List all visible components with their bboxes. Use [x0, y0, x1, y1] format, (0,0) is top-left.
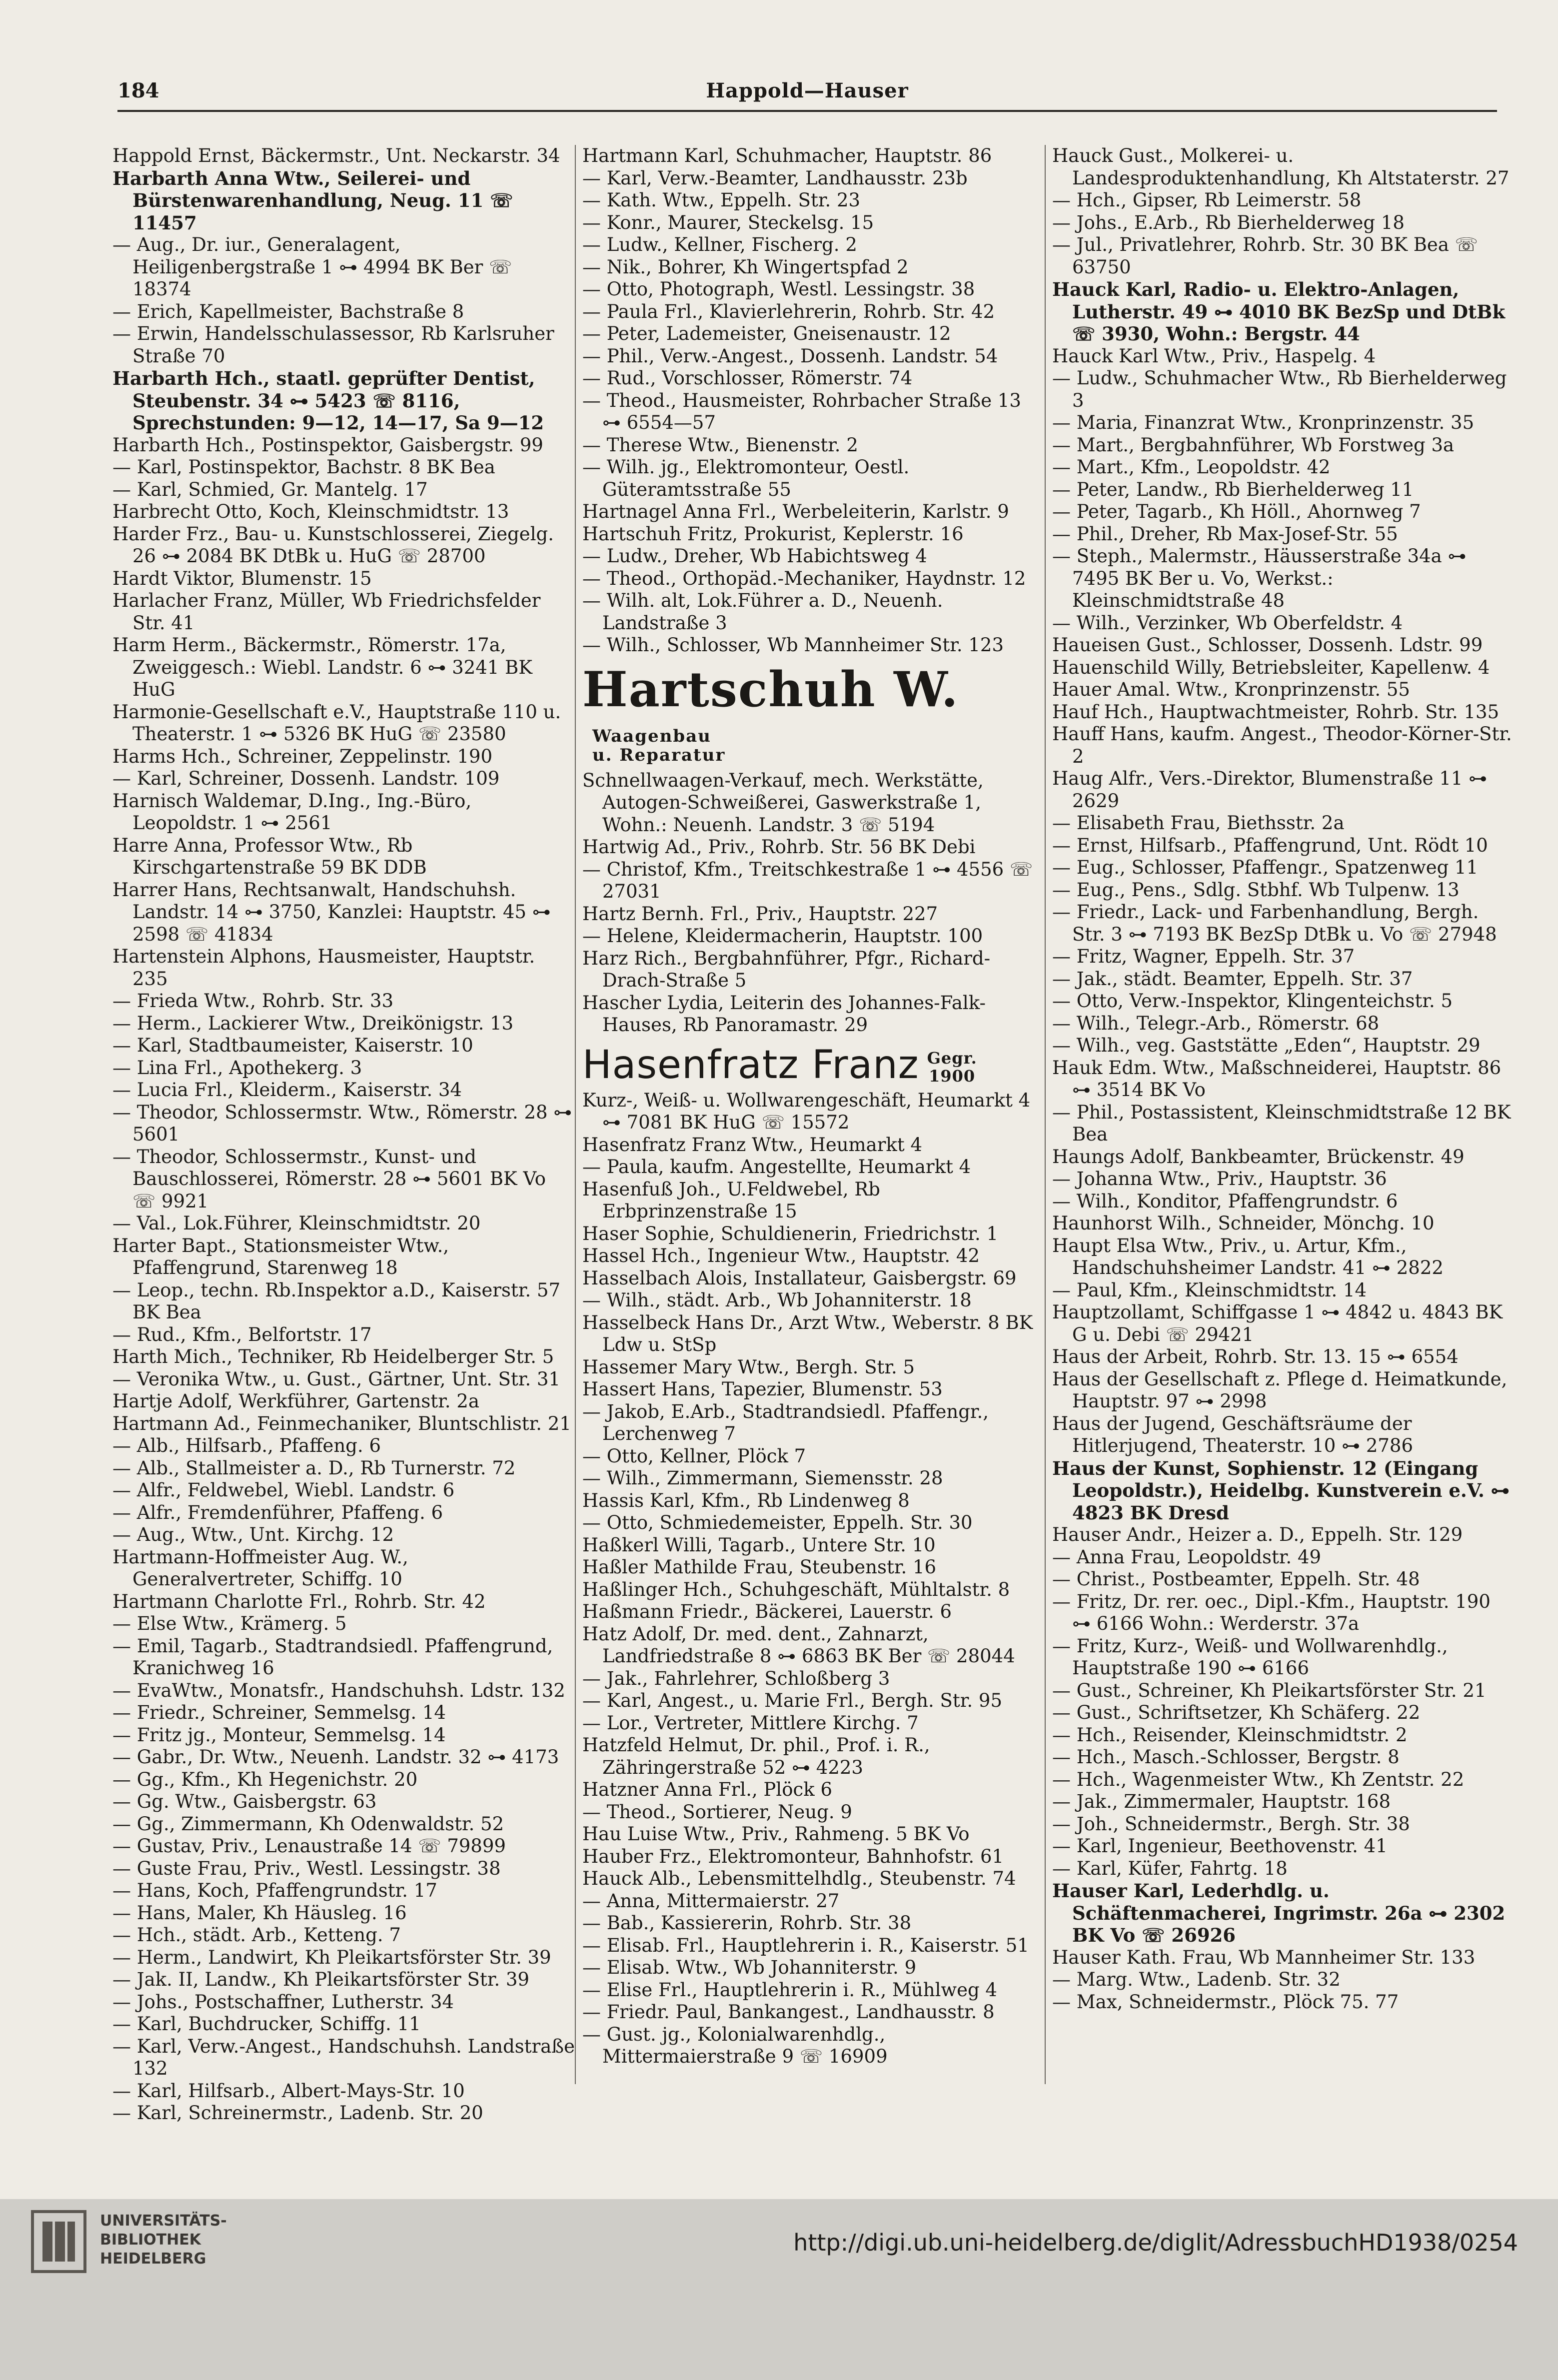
directory-entry: — Emil, Tagarb., Stadtrandsiedl. Pfaffengrund, Kranichweg 16 — [112, 1635, 553, 1679]
directory-entry: — Wilh. alt, Lok.Führer a. D., Neuenh. Landstraße 3 — [582, 590, 943, 634]
directory-entry: Hartnagel Anna Frl., Werbeleiterin, Karlstr. 9 — [582, 501, 1009, 522]
directory-entry: — Leop., techn. Rb.Inspektor a.D., Kaiserstr. 57 BK Bea — [112, 1279, 561, 1323]
directory-entry: — Otto, Schmiedemeister, Eppelh. Str. 30 — [582, 1512, 973, 1533]
directory-entry: — Hans, Maler, Kh Häusleg. 16 — [112, 1902, 407, 1924]
directory-entry: — Christ., Postbeamter, Eppelh. Str. 48 — [1052, 1568, 1420, 1590]
directory-entry: Hauf Hch., Hauptwachtmeister, Rohrb. Str. 135 — [1052, 701, 1500, 723]
directory-entry: — EvaWtw., Monatsfr., Handschuhsh. Ldstr. 132 — [112, 1679, 565, 1701]
source-url-link[interactable]: http://digi.ub.uni-heidelberg.de/diglit/AdressbuchHD1938/0254 — [793, 2229, 1518, 2256]
directory-entry: Hardt Viktor, Blumenstr. 15 — [112, 567, 372, 589]
directory-entry: — Hans, Koch, Pfaffengrundstr. 17 — [112, 1880, 437, 1901]
directory-entry: — Ludw., Schuhmacher Wtw., Rb Bierhelderweg 3 — [1052, 367, 1507, 411]
directory-entry: — Johs., Postschaffner, Lutherstr. 34 — [112, 1991, 454, 2013]
directory-entry: Hauck Alb., Lebensmittelhdlg., Steubenstr. 74 — [582, 1868, 1016, 1889]
directory-entry: — Bab., Kassiererin, Rohrb. Str. 38 — [582, 1912, 912, 1934]
directory-entry: — Karl, Schreiner, Dossenh. Landstr. 109 — [112, 768, 500, 789]
directory-entry: Haus der Gesellschaft z. Pflege d. Heimatkunde, Hauptstr. 97 ⊶ 2998 — [1052, 1368, 1508, 1412]
directory-entry: — Jak. II, Landw., Kh Pleikartsförster Str. 39 — [112, 1969, 530, 1990]
directory-entry: Hasenfratz Franz Wtw., Heumarkt 4 — [582, 1134, 922, 1156]
directory-entry: Harrer Hans, Rechtsanwalt, Handschuhsh. Landstr. 14 ⊶ 3750, Kanzlei: Hauptstr. 45 ⊶ 2598 ☏ 41834 — [112, 879, 551, 945]
directory-entry: — Hch., Masch.-Schlosser, Bergstr. 8 — [1052, 1746, 1400, 1768]
directory-entry: — Gabr., Dr. Wtw., Neuenh. Landstr. 32 ⊶ 4173 — [112, 1746, 559, 1768]
page-number: 184 — [117, 79, 159, 102]
directory-entry: — Otto, Kellner, Plöck 7 — [582, 1445, 806, 1467]
directory-entry: — Theodor, Schlossermstr. Wtw., Römerstr. 28 ⊶ 5601 — [112, 1101, 572, 1145]
directory-entry: — Otto, Verw.-Inspektor, Klingenteichstr. 5 — [1052, 990, 1453, 1012]
directory-entry: — Karl, Ingenieur, Beethovenstr. 41 — [1052, 1835, 1388, 1857]
directory-entry: Harlacher Franz, Müller, Wb Friedrichsfelder Str. 41 — [112, 590, 541, 634]
directory-entry: — Wilh., städt. Arb., Wb Johanniterstr. 18 — [582, 1289, 972, 1311]
directory-entry: — Gust., Schreiner, Kh Pleikartsförster Str. 21 — [1052, 1679, 1487, 1701]
directory-entry: — Mart., Kfm., Leopoldstr. 42 — [1052, 456, 1331, 478]
directory-entry: — Hch., Wagenmeister Wtw., Kh Zentstr. 22 — [1052, 1768, 1465, 1790]
directory-entry: — Karl, Postinspektor, Bachstr. 8 BK Bea — [112, 456, 495, 478]
footer-bar — [0, 2199, 1558, 2380]
directory-entry: — Alfr., Fremdenführer, Pfaffeng. 6 — [112, 1501, 443, 1523]
directory-entry: — Ernst, Hilfsarb., Pfaffengrund, Unt. Rödt 10 — [1052, 834, 1488, 856]
column-2 — [582, 145, 1045, 2068]
directory-entry: — Rud., Kfm., Belfortstr. 17 — [112, 1323, 372, 1345]
directory-entry: — Mart., Bergbahnführer, Wb Forstweg 3a — [1052, 434, 1455, 456]
directory-entry: — Phil., Postassistent, Kleinschmidtstraße 12 BK Bea — [1052, 1101, 1511, 1145]
directory-entry: — Maria, Finanzrat Wtw., Kronprinzenstr. 35 — [1052, 412, 1475, 433]
directory-entry: Harm Herm., Bäckermstr., Römerstr. 17a, Zweiggesch.: Wiebl. Landstr. 6 ⊶ 3241 BK HuG — [112, 634, 533, 700]
directory-entry: Hau Luise Wtw., Priv., Rahmeng. 5 BK Vo — [582, 1823, 970, 1845]
directory-entry: Harbarth Hch., staatl. geprüfter Dentist, Steubenstr. 34 ⊶ 5423 ☏ 8116, Sprechstunden: 9—12, 14—17, Sa 9—12 — [112, 367, 544, 434]
directory-entry: Haug Alfr., Vers.-Direktor, Blumenstraße 11 ⊶ 2629 — [1052, 768, 1488, 812]
directory-entry: — Therese Wtw., Bienenstr. 2 — [582, 434, 858, 456]
directory-entry: — Anna Frau, Leopoldstr. 49 — [1052, 1546, 1322, 1568]
directory-entry: — Phil., Dreher, Rb Max-Josef-Str. 55 — [1052, 523, 1398, 545]
ad-tagline: u. Reparatur — [592, 745, 726, 765]
directory-entry: — Johanna Wtw., Priv., Hauptstr. 36 — [1052, 1168, 1387, 1190]
directory-entry: — Fritz, Wagner, Eppelh. Str. 37 — [1052, 946, 1355, 967]
directory-entry: — Erwin, Handelsschulassessor, Rb Karlsruher Straße 70 — [112, 323, 554, 367]
directory-entry: — Elisab. Wtw., Wb Johanniterstr. 9 — [582, 1957, 917, 1978]
directory-entry: Hauber Frz., Elektromonteur, Bahnhofstr. 61 — [582, 1845, 1004, 1867]
directory-entry: — Aug., Dr. iur., Generalagent, Heiligenbergstraße 1 ⊶ 4994 BK Ber ☏ 18374 — [112, 234, 512, 300]
directory-entry: — Peter, Lademeister, Gneisenaustr. 12 — [582, 323, 951, 344]
directory-entry: — Herm., Lackierer Wtw., Dreikönigstr. 13 — [112, 1012, 514, 1034]
directory-entry: Hatzner Anna Frl., Plöck 6 — [582, 1779, 832, 1800]
directory-entry: — Karl, Verw.-Angest., Handschuhsh. Landstraße 132 — [112, 2035, 575, 2079]
directory-entry: — Wilh. jg., Elektromonteur, Oestl. Güteramtsstraße 55 — [582, 456, 910, 500]
ad-founded-label: Gegr. — [927, 1049, 977, 1068]
directory-entry: — Peter, Tagarb., Kh Höll., Ahornweg 7 — [1052, 501, 1421, 522]
directory-entry: — Lor., Vertreter, Mittlere Kirchg. 7 — [582, 1712, 919, 1734]
directory-entry: — Paul, Kfm., Kleinschmidtstr. 14 — [1052, 1279, 1367, 1301]
ad-body-text: Kurz-, Weiß- u. Wollwarengeschäft, Heumarkt 4 ⊶ 7081 BK HuG ☏ 15572 — [582, 1089, 1031, 1133]
directory-entry: — Gg., Kfm., Kh Hegenichstr. 20 — [112, 1768, 418, 1790]
directory-entry: — Marg. Wtw., Ladenb. Str. 32 — [1052, 1969, 1341, 1990]
directory-entry: Hartwig Ad., Priv., Rohrb. Str. 56 BK Debi — [582, 836, 976, 858]
advertisement-hasenfratz — [582, 1043, 1045, 1134]
directory-entry: — Peter, Landw., Rb Bierhelderweg 11 — [1052, 478, 1414, 500]
directory-entry: Hassert Hans, Tapezier, Blumenstr. 53 — [582, 1378, 943, 1400]
directory-entry: — Theodor, Schlossermstr., Kunst- und Bauschlosserei, Römerstr. 28 ⊶ 5601 BK Vo ☏ 9921 — [112, 1146, 546, 1212]
directory-entry: — Wilh., Zimmermann, Siemensstr. 28 — [582, 1467, 943, 1489]
ad-body-text: Schnellwaagen-Verkauf, mech. Werkstätte, Autogen-Schweißerei, Gaswerkstraße 1, Wohn.: Neuenh. Landstr. 3 ☏ 5194 — [582, 769, 984, 836]
directory-entry: — Jakob, E.Arb., Stadtrandsiedl. Pfaffengr., Lerchenweg 7 — [582, 1400, 989, 1444]
directory-entry: — Nik., Bohrer, Kh Wingertspfad 2 — [582, 256, 909, 278]
directory-entry: Hassis Karl, Kfm., Rb Lindenweg 8 — [582, 1489, 910, 1511]
ad-founded-year: 1900 — [929, 1067, 976, 1086]
directory-entry: — Gg. Wtw., Gaisbergstr. 63 — [112, 1791, 377, 1812]
directory-entry: Harth Mich., Techniker, Rb Heidelberger Str. 5 — [112, 1346, 554, 1367]
directory-entry: Haupt Elsa Wtw., Priv., u. Artur, Kfm., Handschuhsheimer Landstr. 41 ⊶ 2822 — [1052, 1234, 1444, 1278]
directory-entry: — Fritz, Dr. rer. oec., Dipl.-Kfm., Hauptstr. 190 ⊶ 6166 Wohn.: Werderstr. 37a — [1052, 1590, 1491, 1634]
directory-entry: — Hch., Gipser, Rb Leimerstr. 58 — [1052, 189, 1362, 211]
directory-entry: Hassemer Mary Wtw., Bergh. Str. 5 — [582, 1356, 915, 1378]
directory-entry: — Wilh., veg. Gaststätte „Eden“, Hauptstr. 29 — [1052, 1035, 1481, 1056]
directory-entry: — Helene, Kleidermacherin, Hauptstr. 100 — [582, 925, 983, 947]
directory-entry: Hauptzollamt, Schiffgasse 1 ⊶ 4842 u. 4843 BK G u. Debi ☏ 29421 — [1052, 1301, 1503, 1345]
directory-entry: Harder Frz., Bau- u. Kunstschlosserei, Ziegelg. 26 ⊶ 2084 BK DtBk u. HuG ☏ 28700 — [112, 523, 554, 567]
directory-entry: — Karl, Hilfsarb., Albert-Mays-Str. 10 — [112, 2080, 465, 2102]
directory-entry: — Kath. Wtw., Eppelh. Str. 23 — [582, 189, 861, 211]
directory-entry: Hauck Karl Wtw., Priv., Haspelg. 4 — [1052, 345, 1376, 367]
directory-entry: — Wilh., Telegr.-Arb., Römerstr. 68 — [1052, 1012, 1380, 1034]
directory-entry: — Karl, Schreinermstr., Ladenb. Str. 20 — [112, 2102, 483, 2124]
directory-entry: — Karl, Verw.-Beamter, Landhausstr. 23b — [582, 167, 968, 189]
directory-entry: Hauser Andr., Heizer a. D., Eppelh. Str. 129 — [1052, 1524, 1463, 1545]
directory-entry: Hauenschild Willy, Betriebsleiter, Kapellenw. 4 — [1052, 656, 1490, 678]
directory-entry: — Steph., Malermstr., Häusserstraße 34a ⊶ 7495 BK Ber u. Vo, Werkst.: Kleinschmidtstraße 48 — [1052, 545, 1467, 611]
directory-entry: Haunhorst Wilh., Schneider, Mönchg. 10 — [1052, 1212, 1435, 1234]
directory-entry: Hartmann Charlotte Frl., Rohrb. Str. 42 — [112, 1590, 486, 1612]
directory-entry: — Hch., Reisender, Kleinschmidtstr. 2 — [1052, 1724, 1408, 1746]
directory-entry: — Karl, Küfer, Fahrtg. 18 — [1052, 1857, 1288, 1879]
directory-entry: — Elise Frl., Hauptlehrerin i. R., Mühlweg 4 — [582, 1979, 997, 2001]
directory-entry: — Gg., Zimmermann, Kh Odenwaldstr. 52 — [112, 1813, 504, 1835]
directory-entry: — Lucia Frl., Kleiderm., Kaiserstr. 34 — [112, 1079, 462, 1101]
directory-entry: Haueisen Gust., Schlosser, Dossenh. Ldstr. 99 — [1052, 634, 1483, 656]
ad-company-name: Hartschuh W. — [582, 661, 959, 718]
column-divider — [575, 145, 576, 2084]
directory-entry: Haus der Arbeit, Rohrb. Str. 13. 15 ⊶ 6554 — [1052, 1346, 1459, 1367]
directory-entry: Haßlinger Hch., Schuhgeschäft, Mühltalstr. 8 — [582, 1578, 1010, 1600]
directory-entry: Harms Hch., Schreiner, Zeppelinstr. 190 — [112, 745, 493, 767]
directory-entry: — Fritz jg., Monteur, Semmelsg. 14 — [112, 1724, 446, 1746]
directory-entry: Hartenstein Alphons, Hausmeister, Hauptstr. 235 — [112, 946, 535, 990]
directory-entry: — Eug., Pens., Sdlg. Stbhf. Wb Tulpenw. 13 — [1052, 879, 1460, 901]
directory-entry: — Val., Lok.Führer, Kleinschmidtstr. 20 — [112, 1212, 481, 1234]
directory-entry: — Jak., Zimmermaler, Hauptstr. 168 — [1052, 1791, 1391, 1812]
directory-entry: — Joh., Schneidermstr., Bergh. Str. 38 — [1052, 1813, 1410, 1835]
directory-entry: — Ludw., Kellner, Fischerg. 2 — [582, 234, 857, 255]
directory-entry: — Theod., Hausmeister, Rohrbacher Straße 13 ⊶ 6554—57 — [582, 389, 1021, 433]
directory-entry: Hauser Karl, Lederhdlg. u. Schäftenmacherei, Ingrimstr. 26a ⊶ 2302 BK Vo ☏ 26926 — [1052, 1880, 1506, 1946]
directory-entry: — Christof, Kfm., Treitschkestraße 1 ⊶ 4556 ☏ 27031 — [582, 858, 1033, 902]
running-head: Happold—Hauser — [706, 79, 909, 102]
directory-entry: — Otto, Photograph, Westl. Lessingstr. 38 — [582, 278, 975, 300]
directory-entry: Haßmann Friedr., Bäckerei, Lauerstr. 6 — [582, 1601, 952, 1622]
directory-entry: Harbrecht Otto, Koch, Kleinschmidtstr. 13 — [112, 501, 509, 522]
directory-entry: Hartschuh Fritz, Prokurist, Keplerstr. 16 — [582, 523, 964, 545]
directory-entry: Hauff Hans, kaufm. Angest., Theodor-Körner-Str. 2 — [1052, 723, 1512, 767]
directory-entry: Hatzfeld Helmut, Dr. phil., Prof. i. R., Zähringerstraße 52 ⊶ 4223 — [582, 1734, 930, 1778]
page-header — [117, 75, 1497, 112]
column-3 — [1052, 145, 1515, 2013]
column-divider — [1045, 145, 1046, 2084]
directory-entry: Hasselbeck Hans Dr., Arzt Wtw., Weberstr. 8 BK Ldw u. StSp — [582, 1311, 1033, 1355]
directory-entry: — Max, Schneidermstr., Plöck 75. 77 — [1052, 1991, 1399, 2013]
directory-entry: — Wilh., Konditor, Pfaffengrundstr. 6 — [1052, 1190, 1398, 1212]
directory-entry: Hatz Adolf, Dr. med. dent., Zahnarzt, Landfriedstraße 8 ⊶ 6863 BK Ber ☏ 28044 — [582, 1623, 1015, 1667]
directory-entry: — Konr., Maurer, Steckelsg. 15 — [582, 211, 874, 233]
directory-entry: — Else Wtw., Krämerg. 5 — [112, 1613, 347, 1634]
directory-entry: — Rud., Vorschlosser, Römerstr. 74 — [582, 367, 913, 389]
directory-entry: Hasenfuß Joh., U.Feldwebel, Rb Erbprinzenstraße 15 — [582, 1178, 880, 1222]
directory-entry: — Johs., E.Arb., Rb Bierhelderweg 18 — [1052, 211, 1405, 233]
directory-entry: Hassel Hch., Ingenieur Wtw., Hauptstr. 42 — [582, 1245, 980, 1266]
directory-entry: — Karl, Buchdrucker, Schiffg. 11 — [112, 2013, 421, 2035]
directory-entry: — Alb., Hilfsarb., Pfaffeng. 6 — [112, 1435, 381, 1456]
directory-entry: — Ludw., Dreher, Wb Habichtsweg 4 — [582, 545, 927, 567]
column-1 — [112, 145, 575, 2125]
directory-entry: — Erich, Kapellmeister, Bachstraße 8 — [112, 300, 464, 322]
directory-entry: — Gustav, Priv., Lenaustraße 14 ☏ 79899 — [112, 1835, 506, 1857]
directory-entry: Hasselbach Alois, Installateur, Gaisbergstr. 69 — [582, 1267, 1017, 1289]
directory-entry: — Friedr., Schreiner, Semmelsg. 14 — [112, 1702, 446, 1723]
directory-entry: Haus der Kunst, Sophienstr. 12 (Eingang Leopoldstr.), Heidelbg. Kunstverein e.V. ⊶ 4823 BK Dresd — [1052, 1457, 1510, 1524]
university-library-logo-icon — [30, 2209, 87, 2274]
directory-entry: — Anna, Mittermaierstr. 27 — [582, 1890, 840, 1912]
directory-entry: Harbarth Hch., Postinspektor, Gaisbergstr. 99 — [112, 434, 543, 456]
directory-entry: — Jak., Fahrlehrer, Schloßberg 3 — [582, 1667, 890, 1689]
directory-entry: — Gust., Schriftsetzer, Kh Schäferg. 22 — [1052, 1702, 1421, 1723]
directory-entry: — Friedr., Lack- und Farbenhandlung, Bergh. Str. 3 ⊶ 7193 BK BezSp DtBk u. Vo ☏ 27948 — [1052, 901, 1497, 945]
directory-entry: — Karl, Schmied, Gr. Mantelg. 17 — [112, 478, 428, 500]
directory-entry: — Lina Frl., Apothekerg. 3 — [112, 1057, 362, 1079]
directory-entry: Hauk Edm. Wtw., Maßschneiderei, Hauptstr. 86 ⊶ 3514 BK Vo — [1052, 1057, 1502, 1101]
directory-entry: Hauck Karl, Radio- u. Elektro-Anlagen, Lutherstr. 49 ⊶ 4010 BK BezSp und DtBk ☏ 3930, Wohn.: Bergstr. 44 — [1052, 278, 1506, 345]
directory-entry: — Jul., Privatlehrer, Rohrb. Str. 30 BK Bea ☏ 63750 — [1052, 234, 1478, 278]
directory-entry: — Gust. jg., Kolonialwarenhdlg., Mittermaierstraße 9 ☏ 16909 — [582, 2023, 888, 2067]
directory-entry: — Aug., Wtw., Unt. Kirchg. 12 — [112, 1524, 394, 1545]
directory-entry: — Hch., städt. Arb., Ketteng. 7 — [112, 1924, 401, 1946]
directory-entry: Hartje Adolf, Werkführer, Gartenstr. 2a — [112, 1390, 480, 1412]
directory-entry: — Wilh., Verzinker, Wb Oberfeldstr. 4 — [1052, 612, 1403, 634]
ad-tagline: Waagenbau — [592, 726, 711, 746]
directory-entry: — Karl, Stadtbaumeister, Kaiserstr. 10 — [112, 1035, 473, 1056]
directory-entry: — Fritz, Kurz-, Weiß- und Wollwarenhdlg., Hauptstraße 190 ⊶ 6166 — [1052, 1635, 1448, 1679]
advertisement-hartschuh — [582, 661, 1045, 837]
directory-entry: — Eug., Schlosser, Pfaffengr., Spatzenweg 11 — [1052, 857, 1479, 878]
directory-entry: — Friedr. Paul, Bankangest., Landhausstr. 8 — [582, 2001, 995, 2023]
directory-entry: Hartmann Karl, Schuhmacher, Hauptstr. 86 — [582, 145, 992, 166]
directory-entry: Harre Anna, Professor Wtw., Rb Kirschgartenstraße 59 BK DDB — [112, 834, 427, 878]
directory-entry: Hartmann Ad., Feinmechaniker, Bluntschlistr. 21 — [112, 1412, 571, 1434]
directory-entry: — Paula Frl., Klavierlehrerin, Rohrb. Str. 42 — [582, 300, 995, 322]
directory-entry: Hauser Kath. Frau, Wb Mannheimer Str. 133 — [1052, 1946, 1476, 1968]
directory-entry: — Karl, Angest., u. Marie Frl., Bergh. Str. 95 — [582, 1690, 1002, 1711]
directory-entry: Harbarth Anna Wtw., Seilerei- und Bürstenwarenhandlung, Neug. 11 ☏ 11457 — [112, 167, 513, 234]
directory-entry: — Jak., städt. Beamter, Eppelh. Str. 37 — [1052, 968, 1413, 990]
ad-company-name: Hasenfratz Franz — [582, 1042, 919, 1088]
directory-entry: Haßler Mathilde Frau, Steubenstr. 16 — [582, 1556, 937, 1578]
directory-entry: — Herm., Landwirt, Kh Pleikartsförster Str. 39 — [112, 1946, 551, 1968]
directory-entry: — Guste Frau, Priv., Westl. Lessingstr. 38 — [112, 1857, 501, 1879]
directory-entry: Harnisch Waldemar, D.Ing., Ing.-Büro, Leopoldstr. 1 ⊶ 2561 — [112, 790, 472, 834]
directory-entry: — Frieda Wtw., Rohrb. Str. 33 — [112, 990, 394, 1012]
directory-entry: Haungs Adolf, Bankbeamter, Brückenstr. 49 — [1052, 1146, 1465, 1168]
directory-entry: Harz Rich., Bergbahnführer, Pfgr., Richard-Drach-Straße 5 — [582, 947, 991, 991]
directory-entry: — Theod., Orthopäd.-Mechaniker, Haydnstr. 12 — [582, 567, 1026, 589]
directory-entry: Hauck Gust., Molkerei- u. Landesproduktenhandlung, Kh Altstaterstr. 27 — [1052, 145, 1510, 189]
directory-entry: Hartmann-Hoffmeister Aug. W., Generalvertreter, Schiffg. 10 — [112, 1546, 408, 1590]
directory-entry: Hauer Amal. Wtw., Kronprinzenstr. 55 — [1052, 679, 1410, 700]
directory-entry: Happold Ernst, Bäckermstr., Unt. Neckarstr. 34 — [112, 145, 560, 166]
directory-entry: — Alb., Stallmeister a. D., Rb Turnerstr. 72 — [112, 1457, 516, 1479]
directory-entry: — Paula, kaufm. Angestellte, Heumarkt 4 — [582, 1156, 971, 1178]
directory-entry: Haßkerl Willi, Tagarb., Untere Str. 10 — [582, 1534, 936, 1556]
directory-entry: — Phil., Verw.-Angest., Dossenh. Landstr. 54 — [582, 345, 998, 367]
directory-entry: Harmonie-Gesellschaft e.V., Hauptstraße 110 u. Theaterstr. 1 ⊶ 5326 BK HuG ☏ 23580 — [112, 701, 561, 745]
directory-entry: Haser Sophie, Schuldienerin, Friedrichstr. 1 — [582, 1222, 999, 1244]
directory-entry: Hascher Lydia, Leiterin des Johannes-Falk-Hauses, Rb Panoramastr. 29 — [582, 992, 986, 1036]
directory-entry: — Theod., Sortierer, Neug. 9 — [582, 1801, 852, 1823]
directory-entry: — Elisab. Frl., Hauptlehrerin i. R., Kaiserstr. 51 — [582, 1934, 1029, 1956]
directory-entry: — Veronika Wtw., u. Gust., Gärtner, Unt. Str. 31 — [112, 1368, 561, 1390]
directory-entry: Haus der Jugend, Geschäftsräume der Hitlerjugend, Theaterstr. 10 ⊶ 2786 — [1052, 1412, 1413, 1456]
directory-entry: Harter Bapt., Stationsmeister Wtw., Pfaffengrund, Starenweg 18 — [112, 1234, 449, 1278]
directory-entry: — Wilh., Schlosser, Wb Mannheimer Str. 123 — [582, 634, 1004, 656]
directory-entry: — Alfr., Feldwebel, Wiebl. Landstr. 6 — [112, 1479, 455, 1501]
directory-entry: — Elisabeth Frau, Biethsstr. 2a — [1052, 812, 1345, 834]
library-name: UNIVERSITÄTS- BIBLIOTHEK HEIDELBERG — [100, 2212, 227, 2268]
directory-entry: Hartz Bernh. Frl., Priv., Hauptstr. 227 — [582, 903, 938, 925]
